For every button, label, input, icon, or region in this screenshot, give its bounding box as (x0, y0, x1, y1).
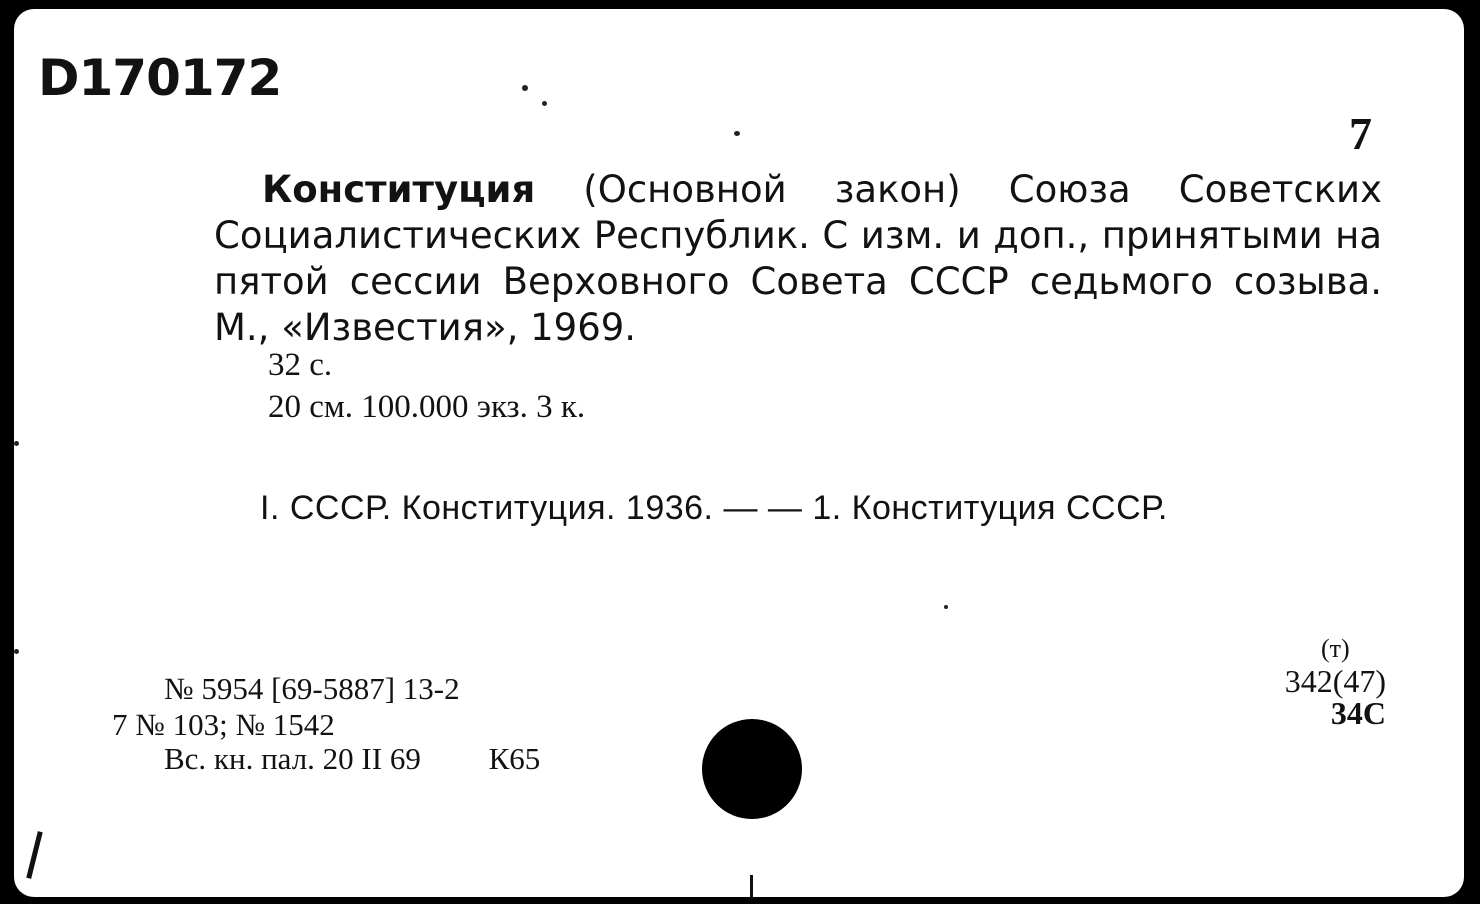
handwritten-id: D170172 (38, 49, 282, 107)
ink-speck (14, 649, 19, 654)
registry-line-3 (164, 741, 540, 777)
ink-speck (542, 101, 547, 106)
classification-line-3: 34С (1330, 695, 1386, 731)
pen-mark (26, 831, 42, 879)
registry-line-1: № 5954 [69-5887] 13-2 (164, 671, 460, 706)
registry-line-2: 7 № 103; № 1542 (112, 707, 335, 742)
physical-details: 20 см. 100.000 экз. 3 к. (268, 389, 586, 425)
classification-line-2: 342(47) (1284, 663, 1386, 699)
punch-hole (702, 719, 802, 819)
ink-speck (944, 605, 948, 609)
classification-index (1285, 633, 1386, 729)
cipher-code: К65 (488, 741, 541, 776)
title-heading: Конституция (262, 168, 536, 211)
ink-speck (734, 131, 740, 136)
subject-tracings: I. СССР. Конституция. 1936. — — 1. Конституция СССР. (260, 489, 1168, 527)
classification-line-1: (т) (1321, 634, 1350, 663)
ink-speck (522, 85, 528, 91)
bibliographic-description (214, 167, 1382, 351)
chamber-date: Вс. кн. пал. 20 II 69 (164, 741, 421, 776)
description-body: (Основной закон) Союза Советских Социалистических Республик. С изм. и доп., принятыми на пятой сессии Верховного Совета СССР седьмого созыва. М., «Известия», 1969. (214, 168, 1382, 349)
pen-mark (750, 875, 753, 897)
ink-speck (14, 441, 19, 446)
pages-count: 32 с. (268, 347, 333, 383)
catalog-card (14, 9, 1464, 897)
card-number: 7 (1349, 108, 1372, 159)
